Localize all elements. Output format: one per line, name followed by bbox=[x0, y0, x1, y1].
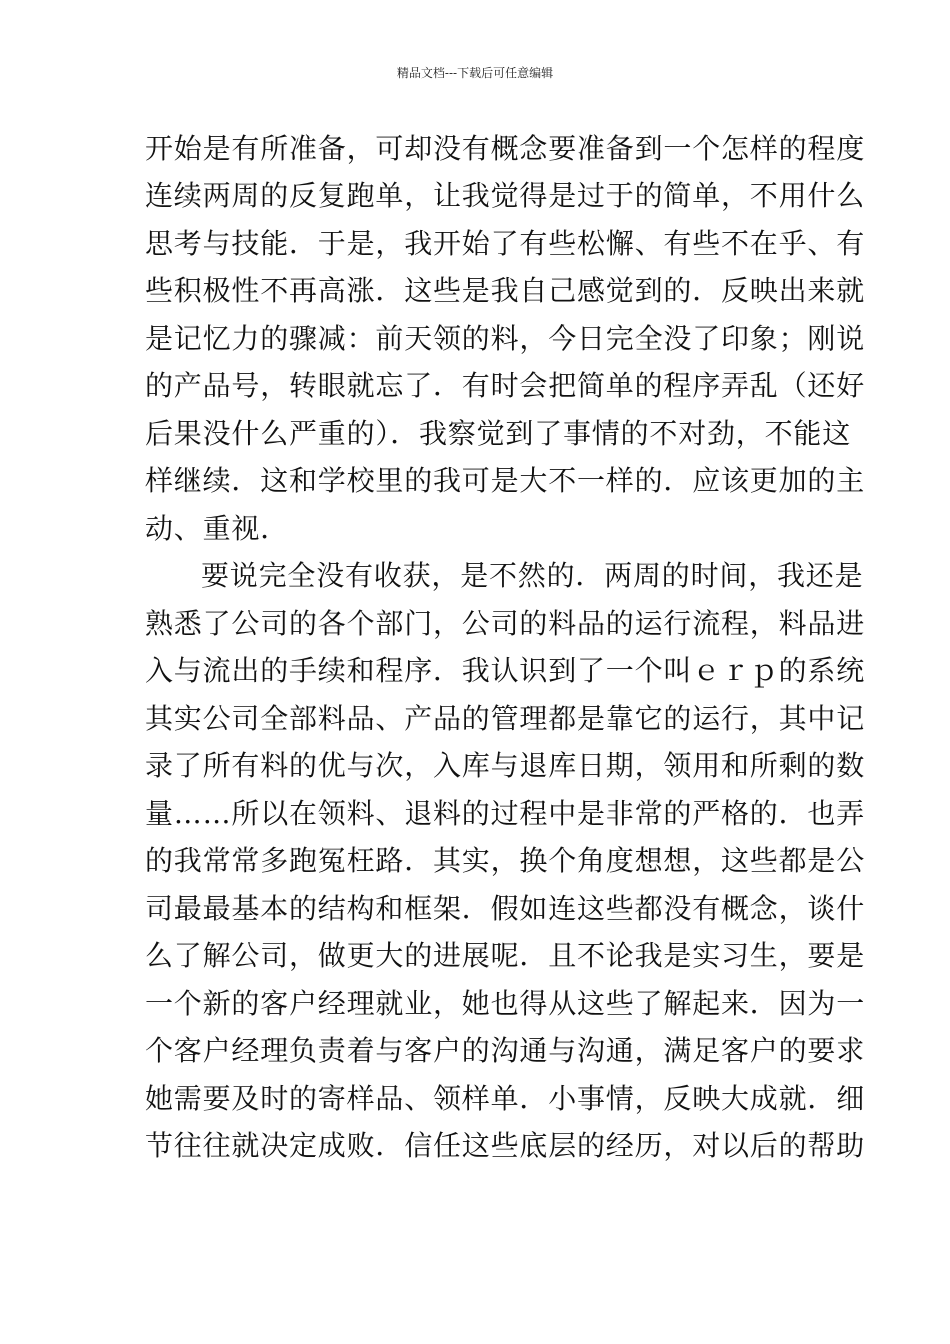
text-line: 节往往就决定成败．信任这些底层的经历，对以后的帮助 bbox=[145, 1129, 866, 1162]
text-line: 熟悉了公司的各个部门，公司的料品的运行流程，料品进 bbox=[145, 607, 866, 640]
paragraph-first-line: 要说完全没有收获，是不然的．两周的时间，我还是 bbox=[201, 559, 864, 592]
text-line: 的我常常多跑冤枉路．其实，换个角度想想，这些都是公 bbox=[145, 844, 866, 877]
text-line: 后果没什么严重的）．我察觉到了事情的不对劲，不能这 bbox=[145, 417, 852, 450]
text-line: 动、重视． bbox=[145, 512, 290, 545]
text-line: 连续两周的反复跑单，让我觉得是过于的简单，不用什么 bbox=[145, 179, 866, 212]
text-line: 其实公司全部料品、产品的管理都是靠它的运行，其中记 bbox=[145, 702, 866, 735]
text-line: 么了解公司，做更大的进展呢．且不论我是实习生，要是 bbox=[145, 939, 866, 972]
page-header: 精品文档---下载后可任意编辑 bbox=[396, 66, 554, 80]
text-line: 些积极性不再高涨．这些是我自己感觉到的．反映出来就 bbox=[145, 274, 866, 307]
text-line: 司最最基本的结构和框架．假如连这些都没有概念，谈什 bbox=[145, 892, 866, 925]
text-line: 入与流出的手续和程序．我认识到了一个叫ｅｒｐ的系统 bbox=[145, 654, 866, 687]
text-line: 量……所以在领料、退料的过程中是非常的严格的．也弄 bbox=[145, 797, 866, 830]
text-line: 个客户经理负责着与客户的沟通与沟通，满足客户的要求 bbox=[145, 1034, 866, 1067]
text-line: 样继续．这和学校里的我可是大不一样的．应该更加的主 bbox=[145, 464, 866, 497]
text-line: 是记忆力的骤减：前天领的料，今日完全没了印象；刚说 bbox=[145, 322, 866, 355]
text-line: 的产品号，转眼就忘了．有时会把简单的程序弄乱（还好 bbox=[145, 369, 866, 402]
text-line: 思考与技能．于是，我开始了有些松懈、有些不在乎、有 bbox=[145, 227, 866, 260]
text-line: 录了所有料的优与次，入库与退库日期，领用和所剩的数 bbox=[145, 749, 866, 782]
text-line: 开始是有所准备，可却没有概念要准备到一个怎样的程度 bbox=[145, 132, 866, 165]
text-line: 一个新的客户经理就业，她也得从这些了解起来．因为一 bbox=[145, 987, 866, 1020]
text-line: 她需要及时的寄样品、领样单．小事情，反映大成就．细 bbox=[145, 1082, 866, 1115]
